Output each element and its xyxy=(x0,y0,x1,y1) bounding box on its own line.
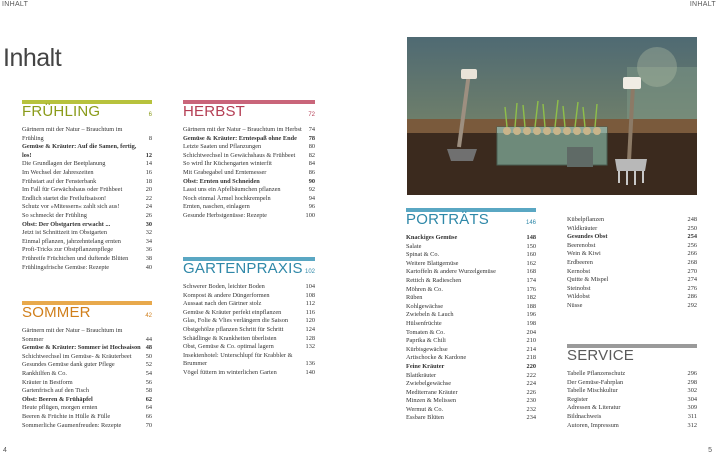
toc-entry xyxy=(183,335,315,344)
toc-entry-label: Gärtnern mit der Natur – Brauchtum im Sommer xyxy=(22,327,123,343)
toc-entry-label: Blattkräuter xyxy=(406,371,437,379)
toc-entry-label: Obstgehölze pflanzen Schritt für Schritt xyxy=(183,325,284,333)
toc-entry-label: Kübelpflanzen xyxy=(567,216,605,223)
toc-entry-page: 168 xyxy=(526,268,536,276)
toc-entry-label: Endlich startet die Freiluftsaison! xyxy=(22,194,107,202)
toc-entry-page: 312 xyxy=(687,421,697,429)
toc-entry-page: 304 xyxy=(687,395,697,403)
toc-entry-label: Gesundes Gemüse dank guter Pflege xyxy=(22,361,115,369)
toc-entry-label: Frühreife Früchtchen und duftende Blüten xyxy=(22,254,129,262)
toc-entry-page: 94 xyxy=(308,194,315,202)
toc-entry-page: 52 xyxy=(145,361,152,369)
toc-entry-label: Kohlgewächse xyxy=(406,302,444,310)
toc-entry-label: Obst, Gemüse & Co. optimal lagern xyxy=(183,343,274,351)
toc-entry-page: 20 xyxy=(145,186,152,194)
toc-entry-label: Frühstart auf der Fensterbank xyxy=(22,177,97,185)
toc-entry xyxy=(567,370,697,379)
toc-entry-label: Weitere Blattgemüse xyxy=(406,259,459,267)
toc-entry-page: 116 xyxy=(305,308,315,316)
toc-entry xyxy=(22,178,152,187)
toc-entry-page: 182 xyxy=(526,294,536,302)
folio-left: 4 xyxy=(3,447,7,454)
toc-entry-page: 26 xyxy=(145,211,152,219)
toc-entry-page: 70 xyxy=(145,421,152,429)
toc-entry xyxy=(406,260,536,269)
toc-entry-label: Kürbisgewächse xyxy=(406,345,448,353)
toc-entry-label: Rettich & Radieschen xyxy=(406,276,462,284)
toc-entry xyxy=(567,216,697,225)
toc-entry xyxy=(406,354,536,363)
toc-entry-page: 160 xyxy=(526,251,536,259)
toc-entry-label: Beeren & Früchte in Hülle & Fülle xyxy=(22,412,111,420)
toc-entry-page: 220 xyxy=(526,362,536,370)
toc-entry xyxy=(406,277,536,286)
toc-entry-page: 80 xyxy=(308,143,315,151)
toc-entry-label: Tabelle Pflanzenschutz xyxy=(567,370,626,377)
running-head-left: INHALT xyxy=(2,1,29,8)
toc-entry-label: Kartoffeln & andere Wurzelgemüse xyxy=(406,268,496,276)
toc-entry-label: Rankhilfen & Co. xyxy=(22,369,67,377)
toc-entry-page: 56 xyxy=(145,378,152,386)
toc-entry xyxy=(567,302,697,311)
toc-entry xyxy=(22,404,152,413)
toc-entry xyxy=(22,353,152,362)
toc-entry xyxy=(567,293,697,302)
toc-entry-label: Aussaat nach den Gärtner stolz xyxy=(183,300,262,308)
section-page: 102 xyxy=(304,269,315,275)
toc-entry xyxy=(22,160,152,169)
section-portraets-continued xyxy=(567,216,697,311)
toc-entry-page: 74 xyxy=(308,126,315,133)
toc-entry-label: Obst: Ernten und Schneiden xyxy=(183,177,260,185)
section-herbst xyxy=(183,103,315,221)
toc-entry-label: Insektenhotel: Unterschlupf für Krabbler & Brummer xyxy=(183,351,293,368)
toc-entry xyxy=(22,396,152,405)
toc-entry-label: Zwiebeln & Lauch xyxy=(406,311,454,319)
toc-entry-page: 40 xyxy=(145,263,152,271)
toc-entry-page: 224 xyxy=(526,380,536,388)
toc-entry-page: 176 xyxy=(526,285,536,293)
toc-entry-label: Profi-Tricks zur Obstpflanzenpflege xyxy=(22,246,114,254)
toc-entry-label: Obst: Der Obstgarten erwacht ... xyxy=(22,220,111,228)
toc-entry-page: 218 xyxy=(526,354,536,362)
toc-entry xyxy=(567,268,697,277)
toc-entry-page: 311 xyxy=(687,412,697,420)
toc-entry xyxy=(183,186,315,195)
toc-entry xyxy=(22,169,152,178)
toc-entry xyxy=(22,143,152,160)
toc-entry-page: 64 xyxy=(145,404,152,412)
toc-entry-label: Gartenfrisch auf den Tisch xyxy=(22,387,89,395)
toc-entry-label: Wermut & Co. xyxy=(406,405,444,413)
toc-entry-page: 120 xyxy=(305,317,315,325)
toc-entry-label: Sommerliche Gaumenfreuden: Rezepte xyxy=(22,421,122,429)
toc-entry-page: 174 xyxy=(526,276,536,284)
toc-entry-label: Tomaten & Co. xyxy=(406,328,445,336)
toc-entry-label: Gesundes Obst xyxy=(567,233,608,241)
toc-entry xyxy=(406,406,536,415)
toc-entry-label: Zwiebelgewächse xyxy=(406,380,452,388)
toc-entry-label: Frühlingsfrische Gemüse: Rezepte xyxy=(22,263,110,271)
toc-entry-page: 78 xyxy=(308,134,315,142)
toc-entry-page: 66 xyxy=(145,412,152,420)
toc-entry-page: 150 xyxy=(526,242,536,250)
toc-entry-page: 32 xyxy=(145,229,152,237)
toc-entry-page: 268 xyxy=(687,258,697,266)
toc-entry-label: Obst: Beeren & Frühäpfel xyxy=(22,395,93,403)
toc-entry xyxy=(22,212,152,221)
toc-entry xyxy=(406,311,536,320)
toc-entry xyxy=(22,327,152,344)
toc-entry xyxy=(406,329,536,338)
toc-entry xyxy=(406,268,536,277)
toc-entry-page: 204 xyxy=(526,328,536,336)
toc-entry-page: 198 xyxy=(526,319,536,327)
toc-entry xyxy=(22,387,152,396)
toc-entry-label: Mit Grabegabel und Erntemesser xyxy=(183,168,267,176)
toc-entry xyxy=(567,422,697,431)
toc-entry-label: Gärtnern mit der Natur – Brauchtum im Frühling xyxy=(22,126,123,142)
toc-entry-page: 140 xyxy=(305,368,315,376)
toc-entry xyxy=(22,221,152,230)
toc-entry-page: 84 xyxy=(308,160,315,168)
toc-entry-page: 14 xyxy=(145,160,152,168)
toc-entry-label: Spinat & Co. xyxy=(406,251,440,259)
toc-entry-label: Schwerer Boden, leichter Boden xyxy=(183,283,265,290)
toc-entry xyxy=(567,276,697,285)
section-page: 146 xyxy=(525,220,536,226)
toc-entry-page: 16 xyxy=(145,168,152,176)
toc-entry xyxy=(183,135,315,144)
toc-entry-label: Knackiges Gemüse xyxy=(406,234,458,241)
toc-entry-label: Gemüse & Kräuter: Erntespaß ohne Ende xyxy=(183,134,297,142)
toc-entry-page: 132 xyxy=(305,343,315,351)
toc-entry xyxy=(22,422,152,431)
toc-entry-page: 276 xyxy=(687,284,697,292)
toc-entry-label: Tabelle Mischkultur xyxy=(567,387,618,395)
folio-right: 5 xyxy=(708,447,712,454)
toc-entry-label: Kernobst xyxy=(567,267,591,275)
toc-entry xyxy=(183,352,315,369)
toc-entry xyxy=(406,243,536,252)
section-title: SERVICE xyxy=(567,347,634,364)
toc-entry-label: Schutz vor »Mitessern« zahlt sich aus! xyxy=(22,203,120,211)
toc-entry xyxy=(183,369,315,378)
toc-entry xyxy=(22,379,152,388)
toc-entry-label: Paprika & Chili xyxy=(406,337,446,345)
toc-entry-label: Autoren, Impressum xyxy=(567,421,619,429)
toc-entry xyxy=(22,361,152,370)
toc-entry xyxy=(567,413,697,422)
toc-entry xyxy=(567,225,697,234)
toc-entry-page: 230 xyxy=(526,397,536,405)
toc-entry-page: 38 xyxy=(145,254,152,262)
toc-entry-label: Steinobst xyxy=(567,284,591,292)
toc-entry xyxy=(406,234,536,243)
toc-entry xyxy=(183,300,315,309)
toc-entry-page: 188 xyxy=(526,302,536,310)
toc-entry-page: 128 xyxy=(305,334,315,342)
toc-entry-label: Salate xyxy=(406,242,422,250)
toc-entry-label: Erdbeeren xyxy=(567,258,593,266)
toc-entry-page: 309 xyxy=(687,404,697,412)
toc-entry-label: Vögel füttern im winterlichen Garten xyxy=(183,368,277,376)
toc-entry-page: 48 xyxy=(145,344,152,352)
toc-entry-page: 104 xyxy=(305,283,315,290)
toc-entry-page: 286 xyxy=(687,293,697,301)
section-sommer xyxy=(22,304,152,430)
toc-entry-page: 112 xyxy=(305,300,315,308)
toc-entry-page: 136 xyxy=(305,360,315,368)
toc-entry xyxy=(183,160,315,169)
toc-entry-label: Kompost & andere Düngerformen xyxy=(183,291,270,299)
toc-entry-page: 148 xyxy=(526,234,536,241)
toc-entry xyxy=(406,303,536,312)
toc-entry-label: Im Fall für Gewächshaus oder Frühbeet xyxy=(22,186,123,194)
toc-entry-page: 226 xyxy=(526,388,536,396)
toc-entry-label: Gemüse & Kräuter: Auf die Samen, fertig, los! xyxy=(22,143,137,159)
toc-entry xyxy=(406,397,536,406)
garden-photo xyxy=(407,37,697,195)
toc-entry xyxy=(567,233,697,242)
toc-entry xyxy=(183,212,315,221)
toc-entry-page: 222 xyxy=(526,371,536,379)
toc-entry-page: 298 xyxy=(687,378,697,386)
toc-entry xyxy=(22,126,152,143)
toc-entry-label: So wird Ihr Küchengarten winterfit xyxy=(183,160,272,168)
toc-entry xyxy=(183,143,315,152)
section-title: GARTENPRAXIS xyxy=(183,260,303,277)
toc-entry-label: Jetzt ist Schnittzeit im Obstgarten xyxy=(22,229,107,237)
toc-entry-page: 302 xyxy=(687,387,697,395)
toc-entry-page: 256 xyxy=(687,241,697,249)
toc-entry xyxy=(567,387,697,396)
toc-entry-label: Schichtwechsel im Gemüse- & Kräuterbeet xyxy=(22,352,132,360)
toc-entry-label: Möhren & Co. xyxy=(406,285,443,293)
toc-entry-label: Gärtnern mit der Natur – Brauchtum im Herbst xyxy=(183,126,302,133)
section-page: 6 xyxy=(148,112,152,118)
toc-entry-page: 50 xyxy=(145,352,152,360)
toc-entry xyxy=(183,152,315,161)
toc-entry-label: Hülsenfrüchte xyxy=(406,319,442,327)
section-portraets xyxy=(406,211,536,423)
section-page: 42 xyxy=(145,313,152,319)
toc-entry-label: Bildnachweis xyxy=(567,412,602,420)
toc-entry xyxy=(183,309,315,318)
toc-entry xyxy=(22,344,152,353)
toc-entry xyxy=(22,238,152,247)
toc-entry-label: Mediterrane Kräuter xyxy=(406,388,458,396)
toc-entry-page: 24 xyxy=(145,203,152,211)
toc-entry xyxy=(22,255,152,264)
toc-entry-label: Artischocke & Kardone xyxy=(406,354,467,362)
toc-entry xyxy=(183,169,315,178)
toc-entry-label: Letzte Saaten und Pflanzungen xyxy=(183,143,262,151)
toc-entry xyxy=(22,370,152,379)
toc-entry xyxy=(406,337,536,346)
toc-entry-page: 254 xyxy=(687,233,697,241)
toc-entry-label: Die Grundlagen der Beetplanung xyxy=(22,160,106,168)
toc-entry-page: 22 xyxy=(145,194,152,202)
toc-entry-page: 266 xyxy=(687,250,697,258)
toc-entry-page: 234 xyxy=(526,414,536,422)
toc-entry xyxy=(406,389,536,398)
section-title: PORTRÄTS xyxy=(406,211,490,228)
toc-entry xyxy=(406,286,536,295)
toc-entry xyxy=(22,246,152,255)
toc-entry xyxy=(567,259,697,268)
running-head-right: INHALT xyxy=(689,1,716,8)
toc-entry-label: Beerenobst xyxy=(567,241,596,249)
toc-entry-label: Schichtwechsel in Gewächshaus & Frühbeet xyxy=(183,151,296,159)
toc-entry-label: Gemüse & Kräuter: Sommer ist Hochsaison xyxy=(22,344,141,352)
toc-entry-label: Einmal pflanzen, jahrzehntelang ernten xyxy=(22,237,121,245)
toc-entry-label: Kräuter in Bestform xyxy=(22,378,73,386)
toc-entry xyxy=(183,326,315,335)
toc-entry-page: 30 xyxy=(145,220,152,228)
toc-entry xyxy=(567,379,697,388)
toc-entry xyxy=(406,363,536,372)
toc-entry-page: 62 xyxy=(145,395,152,403)
toc-entry xyxy=(22,229,152,238)
toc-entry-label: Der Gemüse-Fahrplan xyxy=(567,378,624,386)
toc-entry-page: 90 xyxy=(308,177,315,185)
toc-entry-label: Gesunde Herbstgenüsse: Rezepte xyxy=(183,211,267,219)
toc-entry-label: Rüben xyxy=(406,294,423,302)
toc-entry-label: Feine Kräuter xyxy=(406,362,445,370)
toc-entry-page: 214 xyxy=(526,345,536,353)
toc-entry-label: Quitte & Mispel xyxy=(567,276,609,284)
toc-entry-page: 162 xyxy=(526,259,536,267)
section-title: HERBST xyxy=(183,103,246,120)
toc-entry xyxy=(567,396,697,405)
toc-entry xyxy=(183,126,315,135)
toc-entry-page: 58 xyxy=(145,387,152,395)
toc-entry-page: 232 xyxy=(526,405,536,413)
toc-entry xyxy=(22,195,152,204)
toc-entry xyxy=(567,404,697,413)
toc-entry xyxy=(183,283,315,292)
toc-entry-label: Ernten, naschen, einlagern xyxy=(183,203,250,211)
toc-entry xyxy=(183,178,315,187)
toc-entry xyxy=(22,264,152,273)
toc-entry xyxy=(183,317,315,326)
section-page: 72 xyxy=(308,112,315,118)
toc-entry-page: 274 xyxy=(687,276,697,284)
toc-entry xyxy=(567,285,697,294)
toc-entry-label: Adressen & Literatur xyxy=(567,404,621,412)
toc-entry-label: Register xyxy=(567,395,588,403)
toc-entry xyxy=(183,292,315,301)
toc-entry xyxy=(22,203,152,212)
toc-entry xyxy=(406,414,536,423)
toc-entry-label: Wildkräuter xyxy=(567,224,598,232)
toc-entry xyxy=(183,203,315,212)
toc-entry-page: 250 xyxy=(687,224,697,232)
toc-entry-page: 296 xyxy=(687,370,697,377)
toc-entry-label: Heute pflügen, morgen ernten xyxy=(22,404,98,412)
toc-entry-label: Lasst uns ein Apfelbäumchen pflanzen xyxy=(183,186,281,194)
toc-entry-label: Glas, Folie & Vlies verlängern die Saison xyxy=(183,317,288,325)
toc-entry-page: 108 xyxy=(305,291,315,299)
toc-entry xyxy=(183,343,315,352)
toc-entry xyxy=(406,380,536,389)
toc-entry-label: So schmeckt der Frühling xyxy=(22,211,87,219)
toc-entry xyxy=(406,372,536,381)
toc-entry-page: 86 xyxy=(308,168,315,176)
section-title: SOMMER xyxy=(22,304,91,321)
toc-entry-page: 124 xyxy=(305,325,315,333)
toc-entry xyxy=(406,320,536,329)
toc-entry xyxy=(567,250,697,259)
toc-entry-label: Wein & Kiwi xyxy=(567,250,601,258)
toc-entry-page: 36 xyxy=(145,246,152,254)
toc-entry xyxy=(22,186,152,195)
toc-entry-label: Nüsse xyxy=(567,301,583,309)
section-service xyxy=(567,347,697,430)
toc-entry-page: 96 xyxy=(308,203,315,211)
toc-entry-page: 248 xyxy=(687,216,697,223)
toc-entry-label: Noch einmal Ärmel hochkrempeln xyxy=(183,194,271,202)
toc-entry xyxy=(406,346,536,355)
toc-entry-page: 100 xyxy=(305,211,315,219)
toc-entry-label: Wildobst xyxy=(567,293,590,301)
toc-entry-page: 196 xyxy=(526,311,536,319)
toc-entry-label: Im Wechsel der Jahreszeiten xyxy=(22,168,94,176)
toc-entry-page: 44 xyxy=(145,335,152,343)
toc-entry xyxy=(22,413,152,422)
page-title: Inhalt xyxy=(3,44,62,72)
section-title: FRÜHLING xyxy=(22,103,101,120)
toc-entry-page: 18 xyxy=(145,177,152,185)
toc-entry-label: Schädlinge & Krankheiten überlisten xyxy=(183,334,277,342)
toc-entry-page: 54 xyxy=(145,369,152,377)
toc-entry-label: Essbare Blüten xyxy=(406,414,444,422)
toc-entry-page: 34 xyxy=(145,237,152,245)
toc-entry-page: 210 xyxy=(526,337,536,345)
toc-entry xyxy=(183,195,315,204)
toc-entry-page: 8 xyxy=(148,134,152,142)
toc-entry-page: 12 xyxy=(145,151,152,159)
toc-entry-label: Gemüse & Kräuter perfekt einpflanzen xyxy=(183,308,282,316)
section-gartenpraxis xyxy=(183,260,315,378)
toc-entry-label: Minzen & Melissen xyxy=(406,397,457,405)
toc-entry xyxy=(406,294,536,303)
toc-entry-page: 292 xyxy=(687,301,697,309)
toc-entry-page: 82 xyxy=(308,151,315,159)
toc-entry-page: 270 xyxy=(687,267,697,275)
toc-entry-page: 92 xyxy=(308,186,315,194)
toc-entry xyxy=(406,251,536,260)
section-fruehling xyxy=(22,103,152,272)
toc-entry xyxy=(567,242,697,251)
